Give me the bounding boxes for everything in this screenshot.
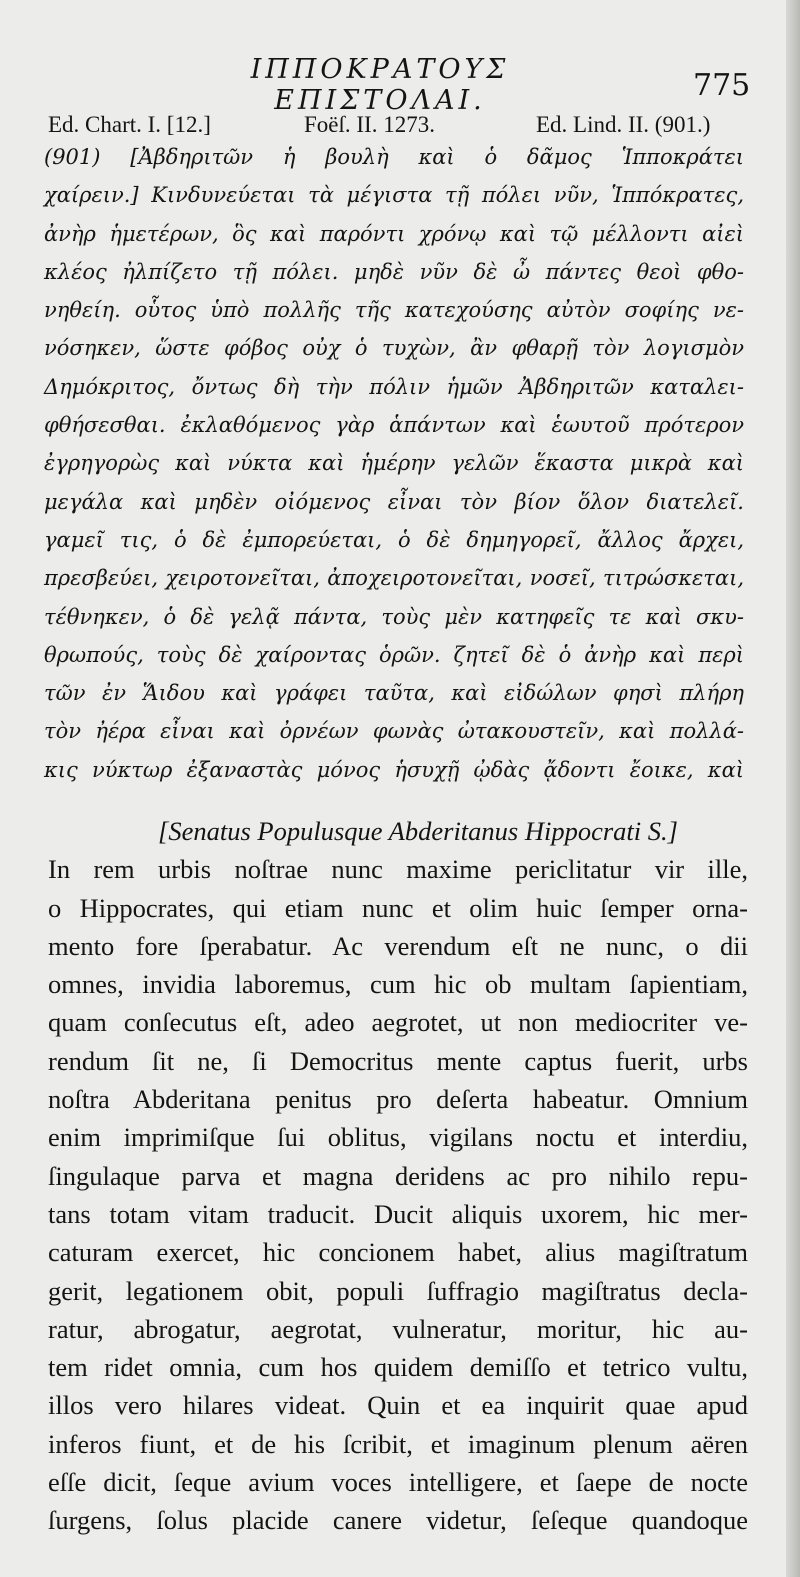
greek-text-line: κλέος ἠλπίζετο τῇ πόλει. μηδὲ νῦν δὲ ὦ πάντες θεοὶ φθο- [44,259,744,284]
latin-body [48,850,748,1539]
page-edge-shadow [786,0,800,1577]
latin-text-line: o Hippocrates, qui etiam nunc et olim huic ſemper orna- [48,892,748,923]
greek-text-line: ἀνὴρ ἡμετέρων, ὃς καὶ παρόντι χρόνῳ καὶ τῷ μέλλοντι αἰεὶ [44,221,744,246]
latin-heading: [Senatus Populusque Abderitanus Hippocrati S.] [158,816,678,846]
greek-text-line: (901) [Ἀβδηριτῶν ἡ βουλὴ καὶ ὁ δᾶμος Ἱπποκράτει [44,145,744,169]
edition-ref-foes: Foëſ. II. 1273. [304,112,435,137]
latin-text-line: omnes, invidia laboremus, cum hic ob multam ſapientiam, [48,969,748,1000]
latin-text-line: noſtra Abderitana penitus pro deſerta habeatur. Omnium [48,1084,748,1115]
running-head: ΙΠΠΟΚΡΑΤΟΥΣ ΕΠΙΣΤΟΛΑΙ. [250,54,510,116]
edition-ref-lind: Ed. Lind. II. (901.) [536,112,711,137]
latin-text-line: ſingulaque parva et magna deridens ac pro nihilo repu- [48,1160,748,1191]
latin-text-line: In rem urbis noſtrae nunc maxime periclitatur vir ille, [48,854,748,885]
greek-text-line: νόσηκεν, ὥστε φόβος οὐχ ὁ τυχὼν, ἂν φθαρῇ τὸν λογισμὸν [44,336,744,361]
page-number: 775 [693,68,751,103]
latin-text-line: mento fore ſperabatur. Ac verendum eſt ne nunc, o dii [48,930,748,961]
latin-text-line: tem ridet omnia, cum hos quidem demiſſo et tetrico vultu, [48,1352,748,1383]
greek-text-line: θρωπούς, τοὺς δὲ χαίροντας ὁρῶν. ζητεῖ δὲ ὁ ἀνὴρ καὶ περὶ [44,642,744,667]
latin-text-line: tans totam vitam traducit. Ducit aliquis uxorem, hic mer- [48,1198,748,1229]
greek-text-block [44,138,744,789]
latin-text-line: inferos fiunt, et de his ſcribit, et imaginum plenum aëren [48,1428,748,1459]
latin-text-block [48,812,748,1540]
greek-text-line: ἐγρηγορὼς καὶ νύκτα καὶ ἡμέρην γελῶν ἕκαστα μικρὰ καὶ [44,451,744,476]
greek-text-line: κις νύκτωρ ἐξαναστὰς μόνος ἡσυχῇ ᾠδὰς ᾄδοντι ἔοικε, καὶ [44,757,744,782]
greek-text-line: χαίρειν.] Κινδυνεύεται τὰ μέγιστα τῇ πόλει νῦν, Ἱππόκρατες, [44,183,744,208]
latin-text-line: gerit, legationem obit, populi ſuffragio magiſtratus decla- [48,1275,748,1306]
greek-text-line: τὸν ἠέρα εἶναι καὶ ὀρνέων φωνὰς ὠτακουστεῖν, καὶ πολλά- [44,719,744,744]
latin-text-line: ſurgens, ſolus placide canere videtur, ſeſeque quandoque [48,1505,748,1536]
greek-text-line: τῶν ἐν Ἅιδου καὶ γράφει ταῦτα, καὶ εἰδώλων φησὶ πλήρη [44,681,744,706]
greek-text-line: τέθνηκεν, ὁ δὲ γελᾷ πάντα, τοὺς μὲν κατηφεῖς τε καὶ σκυ- [44,604,744,629]
greek-text-line: πρεσβεύει, χειροτονεῖται, ἀποχειροτονεῖται, νοσεῖ, τιτρώσκεται, [44,566,744,591]
latin-text-line: enim imprimiſque ſui oblitus, vigilans noctu et interdiu, [48,1122,748,1153]
latin-text-line: quam conſecutus eſt, adeo aegrotet, ut non mediocriter ve- [48,1007,748,1038]
greek-text-line: Δημόκριτος, ὄντως δὴ τὴν πόλιν ἡμῶν Ἀβδηριτῶν καταλει- [44,374,744,399]
greek-text-line: μεγάλα καὶ μηδὲν οἰόμενος εἶναι τὸν βίον ὅλον διατελεῖ. [44,489,744,514]
greek-text-line: φθήσεσθαι. ἐκλαθόμενος γὰρ ἁπάντων καὶ ἑωυτοῦ πρότερον [44,413,744,438]
edition-ref-chart: Ed. Chart. I. [12.] [48,112,211,137]
greek-text-line: γαμεῖ τις, ὁ δὲ ἐμπορεύεται, ὁ δὲ δημηγορεῖ, ἄλλος ἄρχει, [44,527,744,552]
latin-text-line: ratur, abrogatur, aegrotat, vulneratur, moritur, hic au- [48,1313,748,1344]
latin-text-line: caturam exercet, hic concionem habet, alius magiſtratum [48,1237,748,1268]
latin-text-line: eſſe dicit, ſeque avium voces intelligere, et ſaepe de nocte [48,1467,748,1498]
latin-text-line: rendum ſit ne, ſi Democritus mente captus fuerit, urbs [48,1045,748,1076]
latin-text-line: illos vero hilares videat. Quin et ea inquirit quae apud [48,1390,748,1421]
greek-text-line: νηθείη. οὗτος ὑπὸ πολλῆς τῆς κατεχούσης αὐτὸν σοφίης νε- [44,298,744,323]
